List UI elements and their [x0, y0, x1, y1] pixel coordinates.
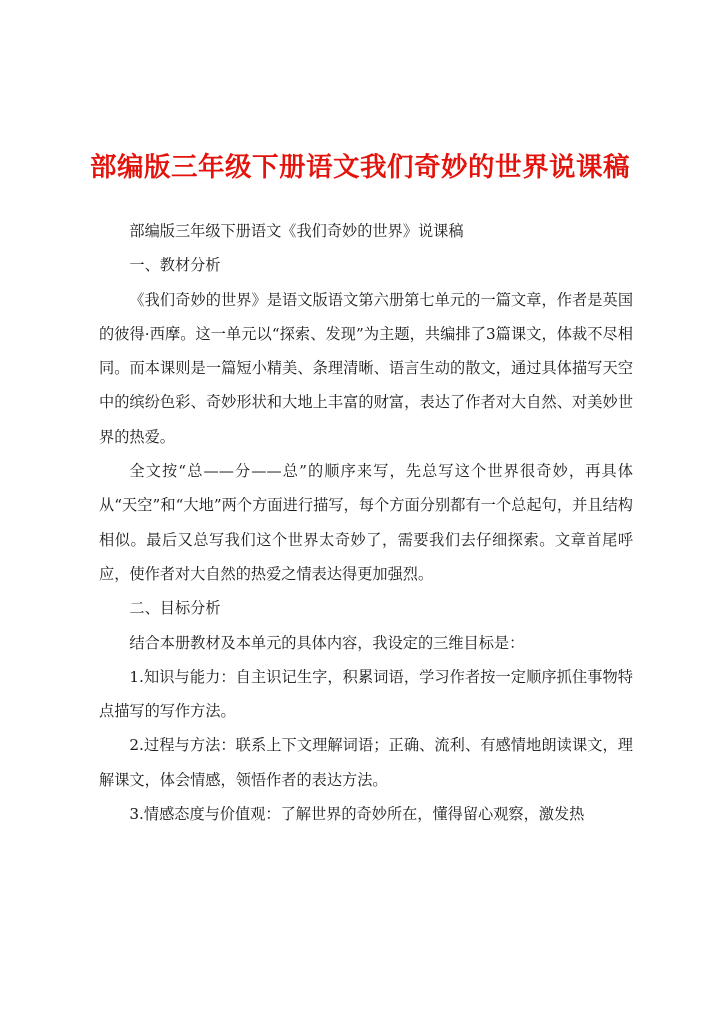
goal-item: 2.过程与方法：联系上下文理解词语；正确、流利、有感情地朗读课文，理解课文，体会情感，领悟作者的表达方法。 [99, 736, 633, 789]
document-title: 部编版三年级下册语文我们奇妙的世界说课稿 [90, 152, 630, 183]
body-paragraph: 结合本册教材及本单元的具体内容，我设定的三维目标是： [129, 633, 525, 652]
subtitle-paragraph: 部编版三年级下册语文《我们奇妙的世界》说课稿 [129, 222, 464, 240]
section-heading-textbook-analysis: 一、教材分析 [129, 256, 221, 275]
section-heading-goal-analysis: 二、目标分析 [129, 599, 221, 618]
goal-item: 3.情感态度与价值观：了解世界的奇妙所在，懂得留心观察，激发热 [129, 805, 585, 824]
goal-item: 1.知识与能力：自主识记生字，积累词语，学习作者按一定顺序抓住事物特点描写的写作方法。 [99, 667, 633, 721]
body-paragraph: 《我们奇妙的世界》是语文版语文第六册第七单元的一篇文章，作者是英国的彼得·西摩。这一单元以“探索、发现”为主题，共编排了3篇课文，体裁不尽相同。而本课则是一篇短小精美、条理清晰、语言生动的散文，通过具体描写天空中的缤纷色彩、奇妙形状和大地上丰富的财富，表达了作者对大自然、对美妙世界的热爱。 [99, 290, 633, 446]
document-body [99, 214, 633, 831]
body-paragraph: 全文按“总——分——总”的顺序来写，先总写这个世界很奇妙，再具体从“天空”和“大地”两个方面进行描写，每个方面分别都有一个总起句，并且结构相似。最后又总写我们这个世界太奇妙了，需要我们去仔细探索。文章首尾呼应，使作者对大自然的热爱之情表达得更加强烈。 [99, 462, 633, 583]
